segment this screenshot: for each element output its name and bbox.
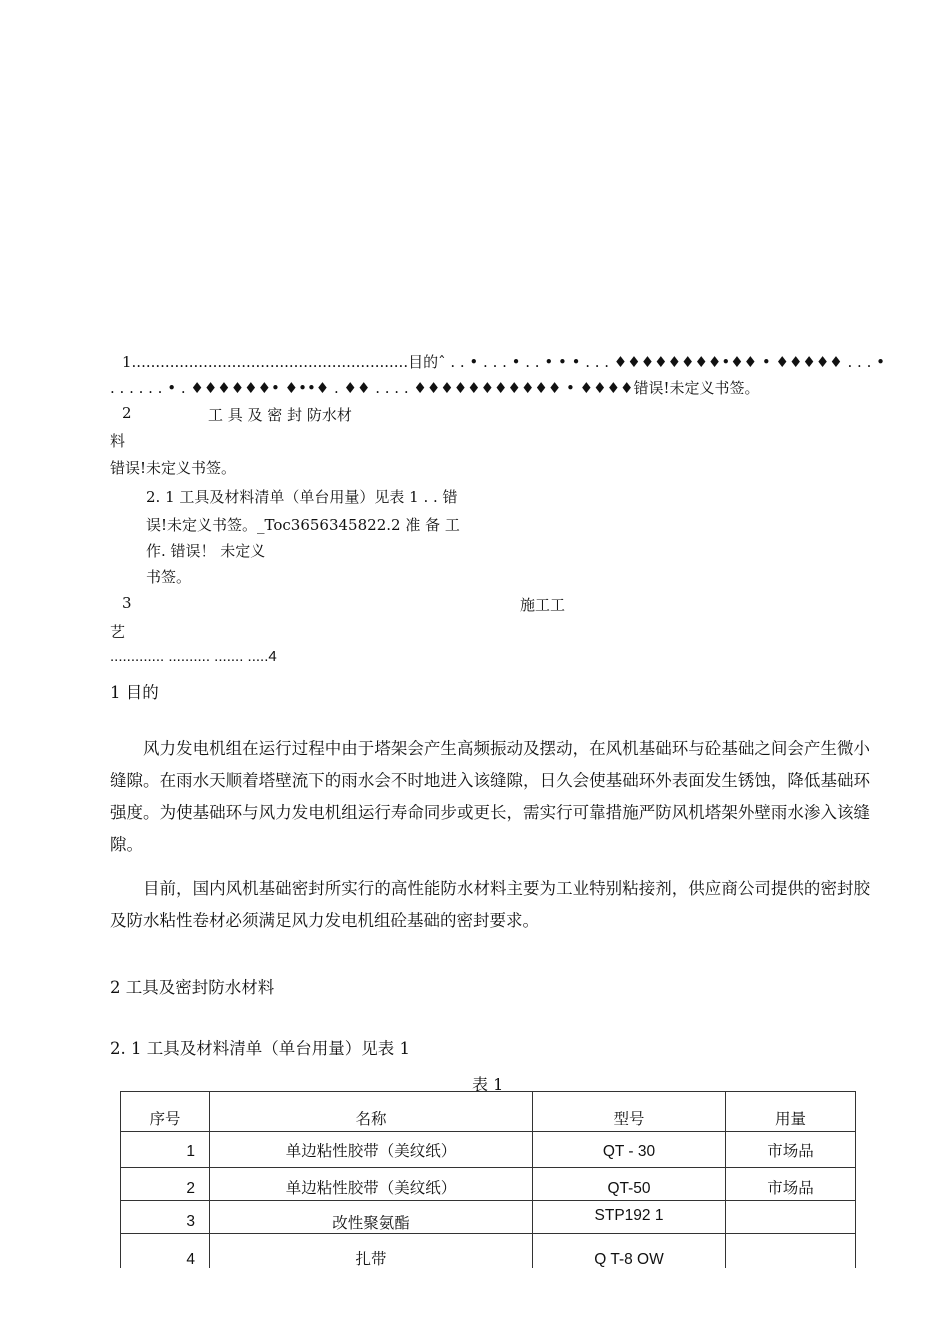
table-row <box>121 1168 856 1201</box>
section-2-1-heading: 2. 1 工具及材料清单（单台用量）见表 1 <box>110 1039 410 1058</box>
toc-item-3-title[interactable]: 施工工 <box>520 596 566 614</box>
row-index: 2 <box>121 1168 210 1201</box>
toc-item-2-1-d: 书签。 <box>146 568 192 586</box>
table-caption: 表 1 <box>472 1075 504 1094</box>
toc-item-3-cont: 艺 <box>110 623 126 641</box>
table-row <box>121 1132 856 1168</box>
toc-item-2-error: 错误!未定义书签。 <box>110 459 237 477</box>
row-index: 1 <box>121 1132 210 1168</box>
row-quantity: 市场品 <box>726 1168 856 1201</box>
row-model: STP192 1 <box>533 1201 726 1234</box>
toc-line-1b[interactable]: . . . . . . • . ♦♦♦♦♦♦• ♦••♦ . ♦♦ . . . . ♦♦♦♦♦♦♦♦♦♦♦ • ♦♦♦♦错误!未定义书签。 <box>110 379 760 397</box>
toc-item-3-leader: ............. .......... ....... .....4 <box>110 648 277 665</box>
toc-item-2-1-c[interactable]: 作. 错误！ 未定义 <box>146 542 266 560</box>
row-name: 单边粘性胶带（美纹纸） <box>210 1168 533 1201</box>
row-name: 单边粘性胶带（美纹纸） <box>210 1132 533 1168</box>
toc-item-2-title[interactable]: 工 具 及 密 封 防水材 <box>208 406 352 424</box>
materials-table <box>120 1091 856 1274</box>
row-model: Q T-8 OW <box>533 1234 726 1274</box>
toc-item-2-1-b[interactable]: 误!未定义书签。_Toc3656345822.2 准 备 工 <box>146 516 460 534</box>
row-name: 扎带 <box>210 1234 533 1274</box>
section-2-heading: 2 工具及密封防水材料 <box>110 978 275 997</box>
header-model: 型号 <box>533 1092 726 1132</box>
row-index: 3 <box>121 1201 210 1234</box>
header-index: 序号 <box>121 1092 210 1132</box>
row-model: QT - 30 <box>533 1132 726 1168</box>
toc-item-2-cont: 料 <box>110 432 126 450</box>
header-name: 名称 <box>210 1092 533 1132</box>
row-name: 改性聚氨酯 <box>210 1201 533 1234</box>
page-crop-mask <box>0 1268 950 1344</box>
table-row <box>121 1201 856 1234</box>
toc-line-1a[interactable]: 1..........................................................目的ˆ . . • . . . • . . • • • . . . ♦♦♦♦♦♦♦♦•♦♦ • ♦♦♦♦♦ . . . • <box>122 353 885 371</box>
table-header-row <box>121 1092 856 1132</box>
section-1-heading: 1 目的 <box>110 683 159 702</box>
section-1-paragraph-2: 目前，国内风机基础密封所实行的高性能防水材料主要为工业特别粘接剂，供应商公司提供的密封胶及防水粘性卷材必须满足风力发电机组砼基础的密封要求。 <box>110 879 870 930</box>
toc-item-3-number: 3 <box>122 594 132 612</box>
toc-item-2-number: 2 <box>122 404 132 422</box>
row-model: QT-50 <box>533 1168 726 1201</box>
row-quantity: 市场品 <box>726 1132 856 1168</box>
row-index: 4 <box>121 1234 210 1274</box>
toc-item-2-1-a[interactable]: 2. 1 工具及材料清单（单台用量）见表 1 . . 错 <box>146 488 458 506</box>
row-quantity <box>726 1201 856 1234</box>
header-quantity: 用量 <box>726 1092 856 1132</box>
section-1-paragraph-1: 风力发电机组在运行过程中由于塔架会产生高频振动及摆动，在风机基础环与砼基础之间会产生微小缝隙。在雨水天顺着塔壁流下的雨水会不时地进入该缝隙，日久会使基础环外表面发生锈蚀，降低基础环强度。为使基础环与风力发电机组运行寿命同步或更长，需实行可靠措施严防风机塔架外壁雨水渗入该缝隙。 <box>110 739 870 854</box>
